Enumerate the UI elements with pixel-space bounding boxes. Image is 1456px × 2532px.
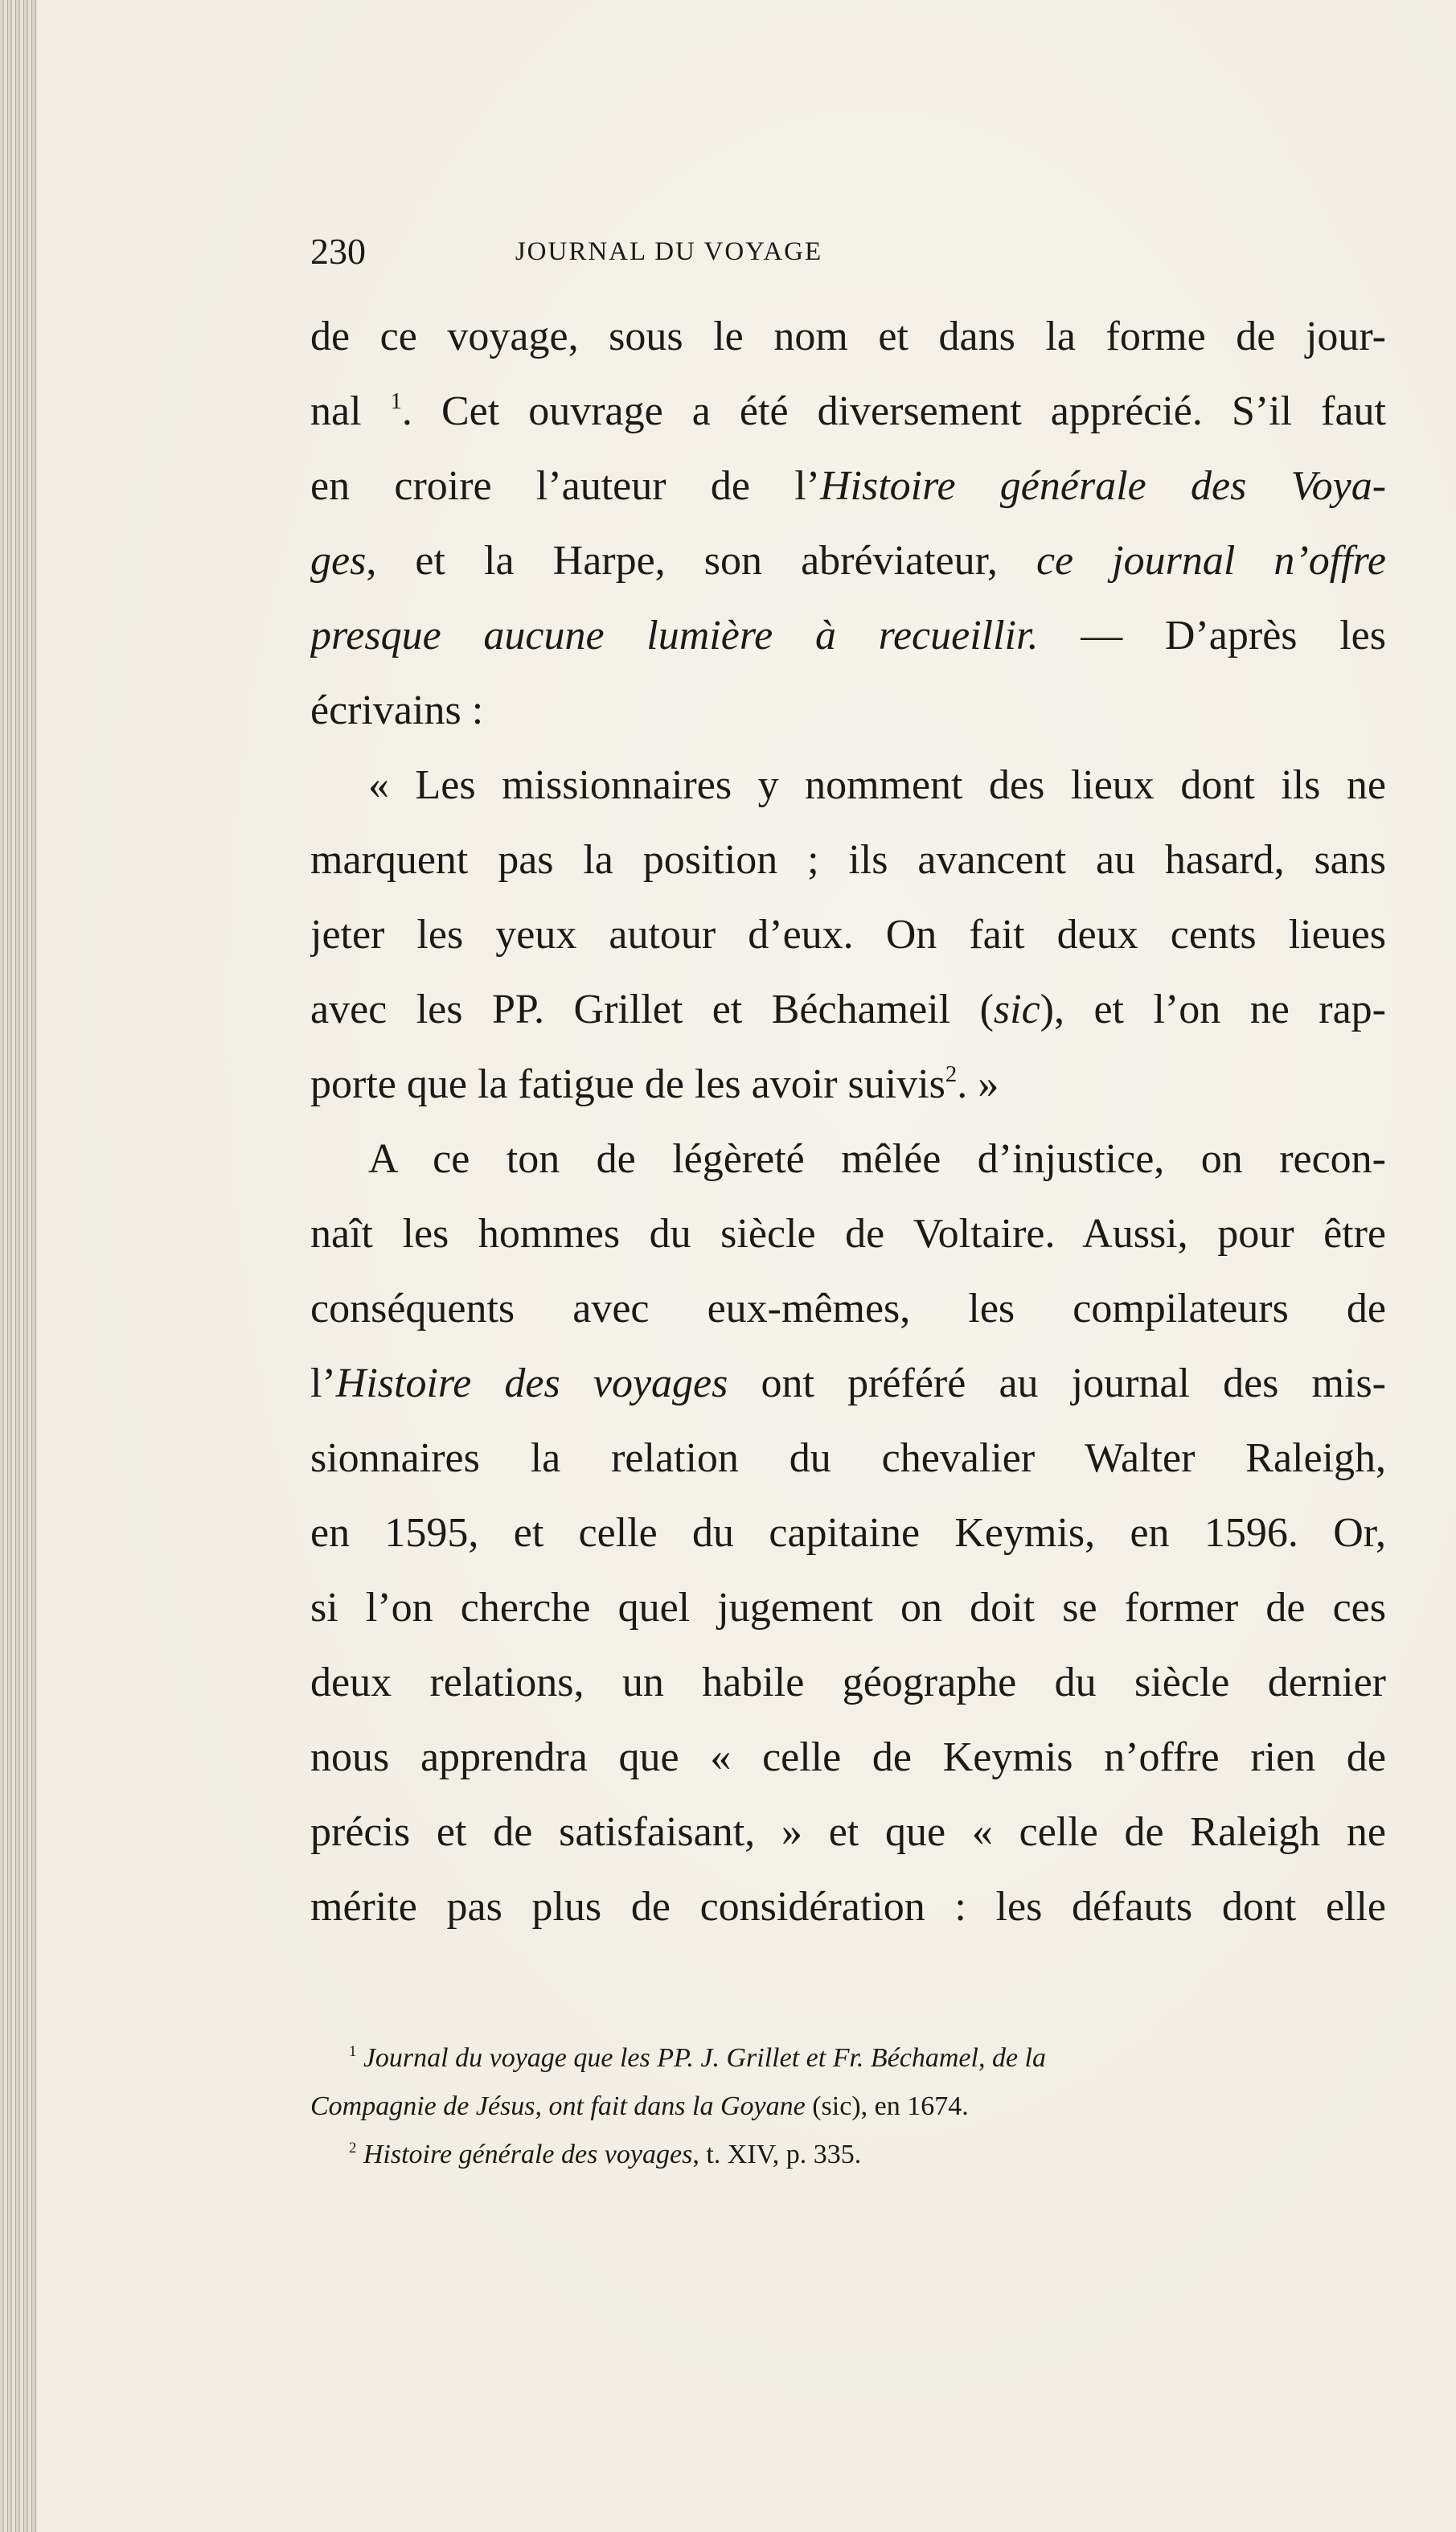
running-title: JOURNAL DU VOYAGE: [515, 237, 823, 266]
text-line: A ce ton de légèreté mêlée d’injustice, on recon-: [368, 1136, 1386, 1182]
text-line: précis et de satisfaisant, » et que « celle de Raleigh ne: [310, 1809, 1386, 1855]
text-line: de ce voyage, sous le nom et dans la forme de jour-: [310, 314, 1386, 359]
text-line: presque aucune lumière à recueillir. — D’après les: [310, 613, 1386, 659]
text-line: si l’on cherche quel jugement on doit se former de ces: [310, 1585, 1386, 1631]
text-line: deux relations, un habile géographe du siècle dernier: [310, 1660, 1386, 1705]
text-line: porte que la fatigue de les avoir suivis$^2$. »: [310, 1061, 999, 1107]
text-line: nous apprendra que « celle de Keymis n’offre rien de: [310, 1734, 1386, 1780]
text-line: marquent pas la position ; ils avancent au hasard, sans: [310, 837, 1386, 883]
page-number: 230: [310, 231, 366, 272]
text-line: naît les hommes du siècle de Voltaire. Aussi, pour être: [310, 1211, 1386, 1257]
footnote-1-continued: Compagnie de Jésus, ont fait dans la Goyane (sic), en 1674.: [310, 2091, 969, 2121]
page-binding-edge: [0, 0, 37, 2532]
text-line: jeter les yeux autour d’eux. On fait deux cents lieues: [310, 912, 1386, 958]
text-line: « Les missionnaires y nomment des lieux dont ils ne: [368, 762, 1386, 808]
text-line: avec les PP. Grillet et Béchameil (sic), et l’on ne rap-: [310, 987, 1386, 1032]
footnote-ref-2: 2: [945, 1061, 958, 1087]
page-header: [310, 224, 1027, 280]
text-line: conséquents avec eux-mêmes, les compilateurs de: [310, 1286, 1386, 1332]
main-text: [310, 299, 1386, 1944]
footnote-2: $^2$ Histoire générale des voyages, t. XIV, p. 335.: [349, 2139, 862, 2169]
footnote-ref-1: 1: [390, 388, 402, 414]
text-line: en croire l’auteur de l’Histoire générale des Voya-: [310, 463, 1386, 509]
text-line: mérite pas plus de considération : les défauts dont elle: [310, 1884, 1386, 1930]
footnote-1: $^1$ Journal du voyage que les PP. J. Grillet et Fr. Béchamel, de la: [349, 2042, 1046, 2073]
text-line: sionnaires la relation du chevalier Walter Raleigh,: [310, 1435, 1386, 1481]
text-line: l’Histoire des voyages ont préféré au journal des mis-: [310, 1360, 1386, 1406]
text-line: ges, et la Harpe, son abréviateur, ce journal n’offre: [310, 538, 1386, 584]
text-line: en 1595, et celle du capitaine Keymis, en 1596. Or,: [310, 1510, 1386, 1556]
text-line: écrivains :: [310, 687, 484, 733]
footnotes: [310, 2034, 1386, 2179]
text-line: nal $^1$. Cet ouvrage a été diversement apprécié. S’il faut: [310, 388, 1386, 434]
